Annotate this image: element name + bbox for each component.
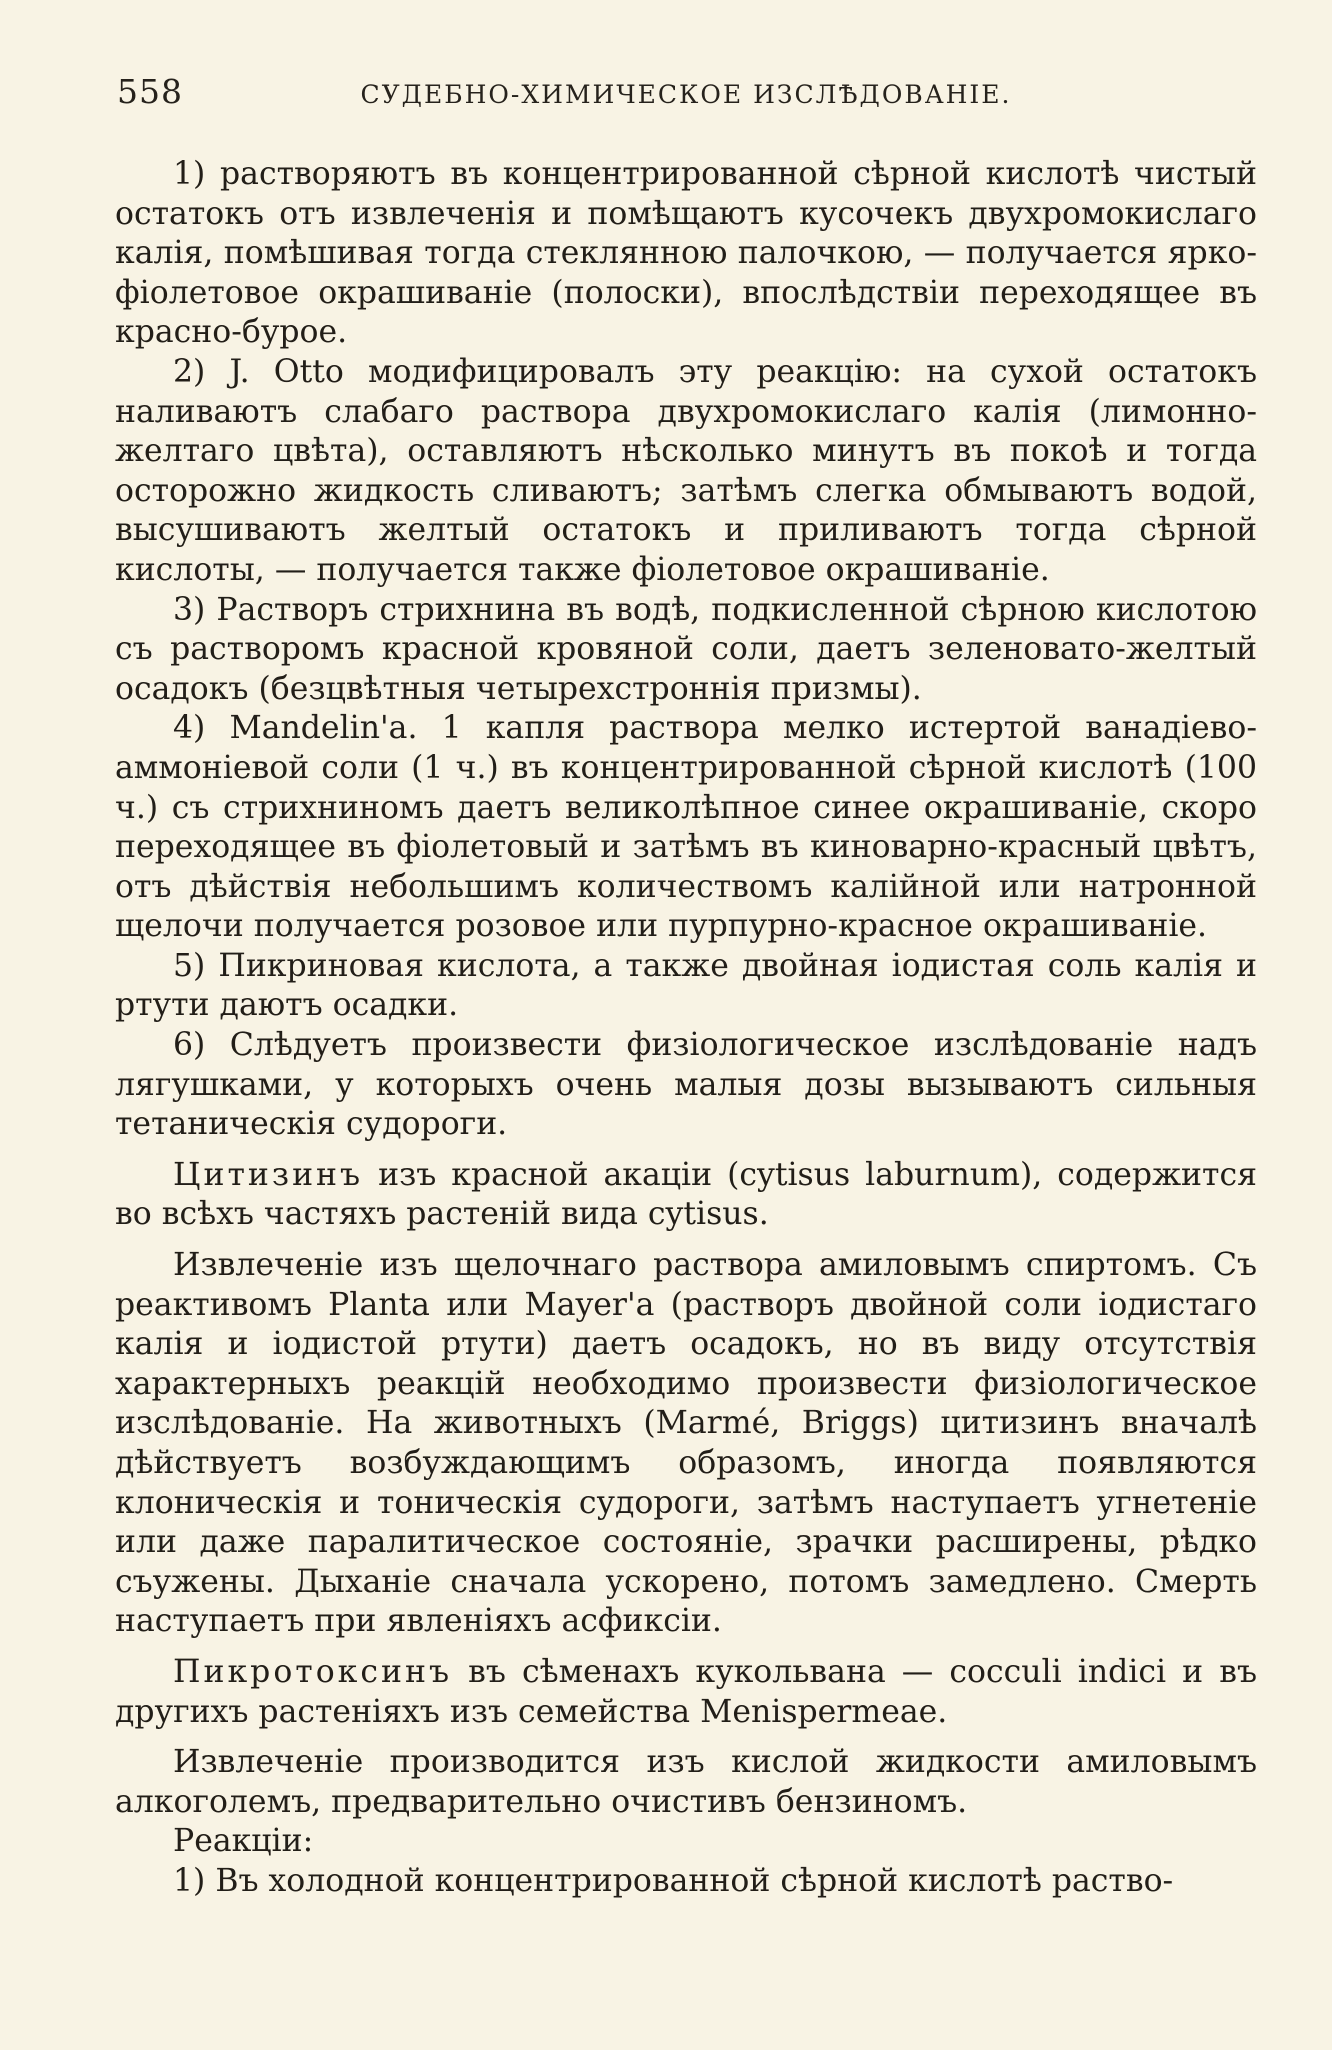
running-head (115, 72, 1257, 122)
body-text (115, 155, 1257, 1902)
paragraph-cytisine-extraction (115, 1246, 1257, 1642)
paragraph-text: 3) Растворъ стрихнина въ водѣ, подкисленной сѣрною кислотою съ растворомъ красной кровяной соли, даетъ зеленовато-желтый осадокъ (безцвѣтныя четырехстроннія призмы). (115, 591, 1257, 707)
paragraph-cytisine (115, 1156, 1257, 1235)
paragraph-text: 4) Mandelin'а. 1 капля раствора мелко истертой ванадіево-аммоніевой соли (1 ч.) въ концентрированной сѣрной кислотѣ (100 ч.) съ стрихниномъ даетъ великолѣпное синее окрашиваніе, скоро переходящее въ фіолетовый и затѣмъ въ киноварно-красный цвѣтъ, отъ дѣйствія небольшимъ количествомъ калійной или натронной щелочи получается розовое или пурпурно-красное окрашиваніе. (115, 710, 1257, 945)
page-number: 558 (117, 72, 183, 111)
running-title: СУДЕБНО-ХИМИЧЕСКОЕ ИЗСЛѢДОВАНІЕ. (360, 80, 1012, 109)
paragraph-text: Извлеченіе производится изъ кислой жидкости амиловымъ алкоголемъ, предварительно очистивъ бензиномъ. (115, 1744, 1257, 1820)
term-heading: Цитизинъ (173, 1156, 364, 1193)
paragraph-text: Извлеченіе изъ щелочнаго раствора амиловымъ спиртомъ. Съ реактивомъ Planta или Mayer'а (растворъ двойной соли іодистаго калія и іодистой ртути) даетъ осадокъ, но въ виду отсутствія характерныхъ реакцій необходимо произвести физіологическое изслѣдованіе. На животныхъ (Marmé, Briggs) цитизинъ вначалѣ дѣйствуетъ возбуждающимъ образомъ, иногда появляются клоническія и тоническія судороги, затѣмъ наступаетъ угнетеніе или даже паралитическое состояніе, зрачки расширены, рѣдко съужены. Дыханіе сначала ускорено, потомъ замедлено. Смерть наступаетъ при явленіяхъ асфиксіи. (115, 1247, 1257, 1640)
paragraph-reaction-2-otto (115, 353, 1257, 591)
paragraph-text: 2) J. Otto модифицировалъ эту реакцію: на сухой остатокъ наливаютъ слабаго раствора двухромокислаго калія (лимонно-желтаго цвѣта), оставляютъ нѣсколько минутъ въ покоѣ и тогда осторожно жидкость сливаютъ; затѣмъ слегка обмываютъ водой, высушиваютъ желтый остатокъ и приливаютъ тогда сѣрной кислоты, — получается также фіолетовое окрашиваніе. (115, 353, 1257, 588)
paragraph-text: изъ красной акаціи (cytisus laburnum), содержится во всѣхъ частяхъ растеній вида cytisus. (115, 1156, 1257, 1233)
paragraph-reaction-picrotoxin-1 (115, 1862, 1257, 1902)
paragraph-picrotoxin (115, 1653, 1257, 1732)
paragraph-text: 1) Въ холодной концентрированной сѣрной кислотѣ раство- (173, 1862, 1174, 1899)
paragraph-text: 6) Слѣдуетъ произвести физіологическое изслѣдованіе надъ лягушками, у которыхъ очень малыя дозы вызываютъ сильныя тетаническія судороги. (115, 1027, 1257, 1143)
term-heading: Пикротоксинъ (173, 1653, 453, 1690)
paragraph-text: 1) растворяютъ въ концентрированной сѣрной кислотѣ чистый остатокъ отъ извлеченія и помѣщаютъ кусочекъ двухромокислаго калія, помѣшивая тогда стеклянною палочкою, — получается ярко-фіолетовое окрашиваніе (полоски), впослѣдствіи переходящее въ красно-бурое. (115, 156, 1257, 351)
paragraph-picrotoxin-extraction (115, 1743, 1257, 1822)
paragraph-reaction-6 (115, 1026, 1257, 1145)
paragraph-text: въ сѣменахъ кукольвана — cocculi indici и въ другихъ растеніяхъ изъ семейства Menispermeae. (115, 1653, 1257, 1730)
paragraph-reaction-3 (115, 591, 1257, 710)
paragraph-text: 5) Пикриновая кислота, а также двойная іодистая соль калія и ртути даютъ осадки. (115, 947, 1257, 1024)
paragraph-text: Реакціи: (173, 1823, 314, 1860)
paragraph-reaction-1 (115, 155, 1257, 353)
paragraph-reaction-5 (115, 947, 1257, 1026)
paragraph-reactions-heading (115, 1822, 1257, 1862)
paragraph-reaction-4-mandelin (115, 709, 1257, 947)
